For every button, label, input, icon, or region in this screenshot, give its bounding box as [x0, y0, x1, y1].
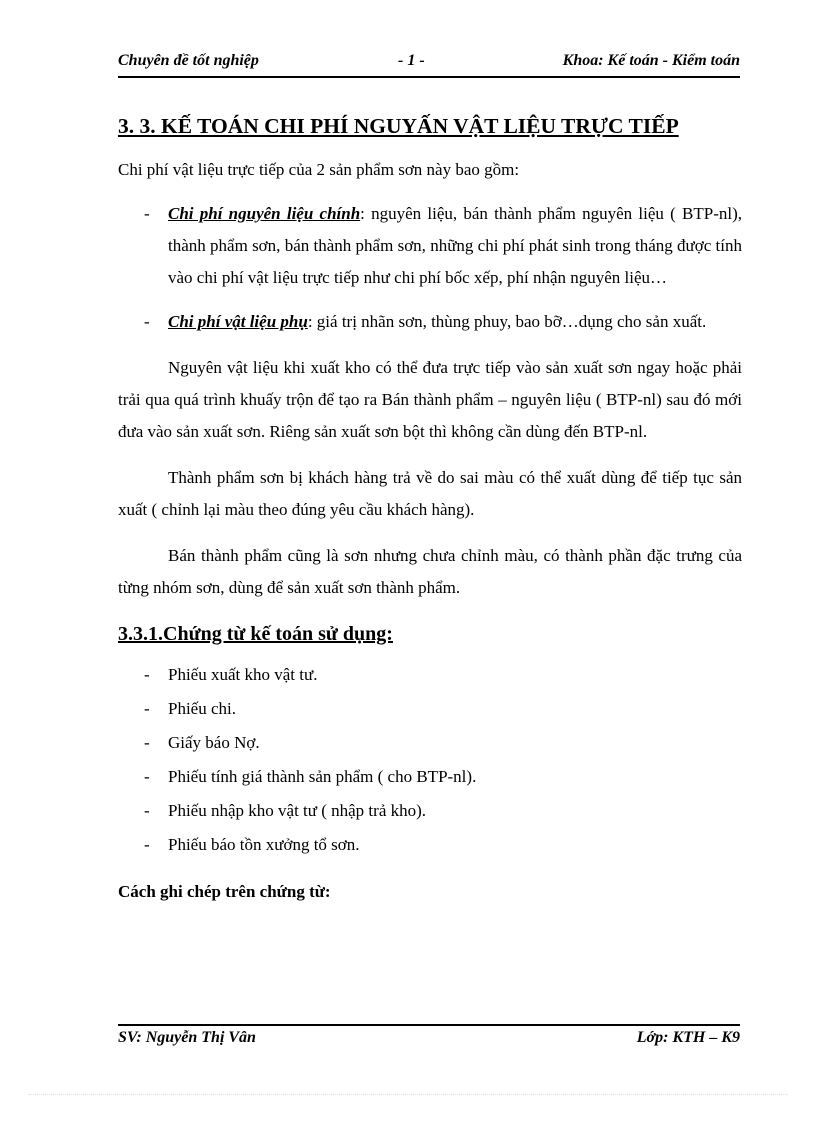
bullet-term: Chi phí nguyên liệu chính: [168, 204, 361, 223]
bullet-text: : nguyên liệu, bán thành phẩm nguyên liệu ( BTP-nl), thành phẩm sơn, bán thành phẩm sơn, những chi phí phát sinh trong tháng được tính vào chi phí vật liệu trực tiếp như chi phí bốc xếp, phí nhận nguyên liệu…: [168, 204, 742, 287]
bullet-dash: -: [144, 204, 150, 223]
page-edge-divider: [28, 1094, 788, 1095]
page-header: [118, 52, 740, 78]
list-item: [118, 760, 742, 794]
header-document-type: Chuyên đề tốt nghiệp: [118, 52, 259, 69]
header-faculty: Khoa: Kế toán - Kiểm toán: [562, 52, 740, 69]
section-title: 3. 3. KẾ TOÁN CHI PHÍ NGUYẤN VẬT LIỆU TRỰC TIẾP: [118, 114, 679, 138]
paragraph: Thành phẩm sơn bị khách hàng trả về do sai màu có thể xuất dùng để tiếp tục sản xuất ( chỉnh lại màu theo đúng yêu cầu khách hàng).: [118, 468, 742, 519]
page-footer: [118, 1024, 740, 1046]
bullet-item: [118, 306, 742, 338]
list-dash: -: [144, 767, 150, 786]
list-dash: -: [144, 665, 150, 684]
list-dash: -: [144, 801, 150, 820]
list-dash: -: [144, 699, 150, 718]
intro-text: Chi phí vật liệu trực tiếp của 2 sản phẩm sơn này bao gồm:: [118, 160, 520, 179]
list-item-text: Phiếu nhập kho vật tư ( nhập trả kho).: [168, 801, 427, 820]
bullet-dash: -: [144, 312, 150, 331]
list-item: [118, 658, 742, 692]
list-dash: -: [144, 835, 150, 854]
list-item-text: Phiếu chi.: [168, 699, 236, 718]
footer-class: Lớp: KTH – K9: [636, 1029, 740, 1046]
subheading: Cách ghi chép trên chứng từ:: [118, 882, 331, 901]
list-item: [118, 828, 742, 862]
paragraph: Nguyên vật liệu khi xuất kho có thể đưa trực tiếp vào sản xuất sơn ngay hoặc phải trải qua quá trình khuấy trộn để tạo ra Bán thành phẩm – nguyên liệu ( BTP-nl) sau đó mới đưa vào sản xuất sơn. Riêng sản xuất sơn bột thì không cần dùng đến BTP-nl.: [118, 358, 742, 441]
bullet-term: Chi phí vật liệu phụ: [168, 312, 308, 331]
list-item-text: Phiếu tính giá thành sản phẩm ( cho BTP-nl).: [168, 767, 477, 786]
page-number: - 1 -: [398, 52, 425, 69]
list-item-text: Phiếu báo tồn xưởng tổ sơn.: [168, 835, 360, 854]
list-item: [118, 692, 742, 726]
list-item-text: Giấy báo Nợ.: [168, 733, 260, 752]
paragraph: Bán thành phẩm cũng là sơn nhưng chưa chỉnh màu, có thành phần đặc trưng của từng nhóm sơn, dùng để sản xuất sơn thành phẩm.: [118, 546, 742, 597]
bullet-text: : giá trị nhãn sơn, thùng phuy, bao bỡ…dụng cho sản xuất.: [307, 312, 707, 331]
list-dash: -: [144, 733, 150, 752]
footer-student: SV: Nguyễn Thị Vân: [118, 1029, 256, 1046]
list-item: [118, 794, 742, 828]
page-body: [118, 108, 742, 908]
subsection-title: 3.3.1.Chứng từ kế toán sử dụng:: [118, 623, 393, 645]
list-item: [118, 726, 742, 760]
list-item-text: Phiếu xuất kho vật tư.: [168, 665, 318, 684]
bullet-item: [118, 198, 742, 294]
